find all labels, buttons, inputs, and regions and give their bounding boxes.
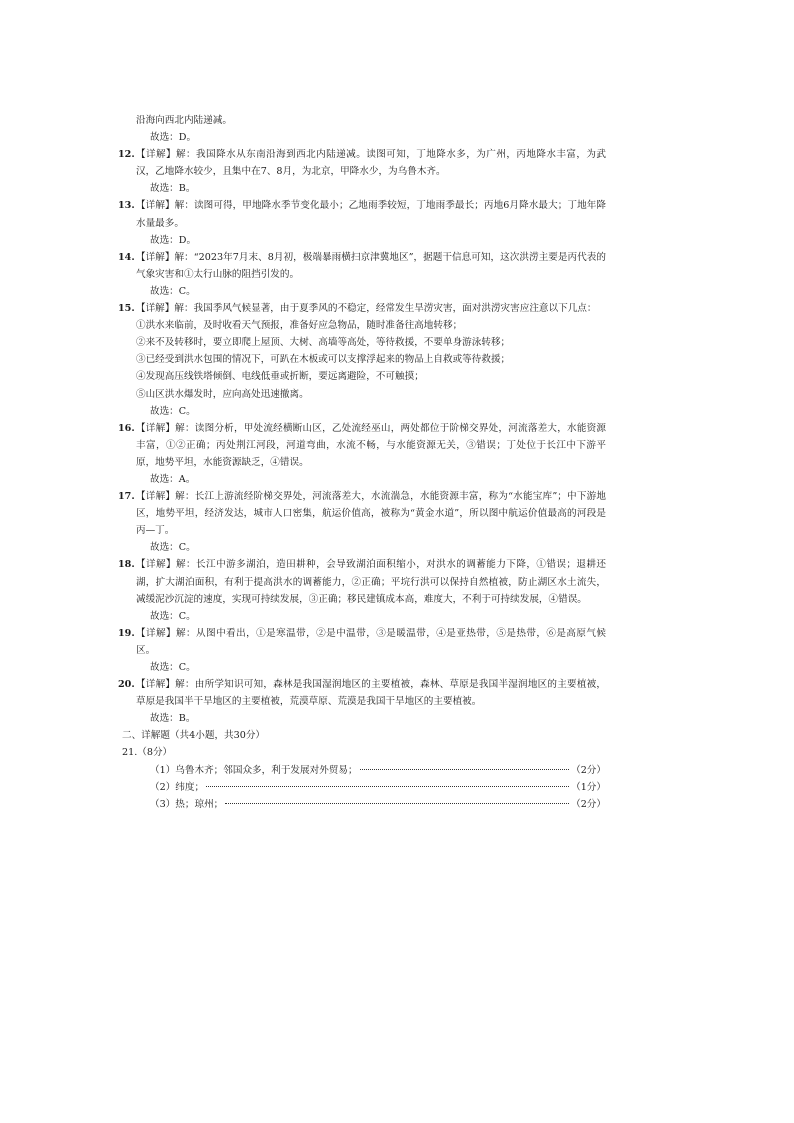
answer: 故选：C。	[150, 542, 196, 554]
list-item: ④发现高压线铁塔倾倒、电线低垂或折断，要远离避险，不可触摸；	[136, 371, 424, 383]
dot-leader	[360, 769, 570, 770]
question-12	[118, 146, 606, 197]
answer: 故选：D。	[150, 234, 197, 246]
question-header: 21.（8分）	[122, 747, 173, 759]
question-19	[118, 625, 606, 676]
explanation: 【详解】解：长江中游多湖泊，造田耕种，会导致湖泊面积缩小，对洪水的调蓄能力下降，①错误；退耕还湖，扩大湖泊面积，有利于提高洪水的调蓄能力，②正确；平垸行洪可以保持自然植被，防止湖区水土流失，减缓泥沙沉淀的速度，实现可持续发展，③正确；移民建镇成本高，难度大，不利于可持续发展，④错误。	[136, 559, 606, 605]
score: （1分）	[571, 781, 606, 793]
score: （2分）	[571, 764, 606, 776]
answer: 故选：B。	[150, 183, 196, 195]
question-20	[118, 676, 606, 727]
sub-answer-2	[136, 779, 606, 796]
answer-content	[118, 112, 606, 813]
answer: 故选：C。	[150, 405, 196, 417]
intro-answer: 故选：D。	[150, 132, 197, 144]
list-item: ①洪水来临前，及时收看天气预报，准备好应急物品，随时准备往高地转移；	[136, 320, 463, 332]
explanation: 【详解】解：长江上游流经阶梯交界处，河流落差大，水流湍急，水能资源丰富，称为“水能宝库”；中下游地区，地势平坦，经济发达，城市人口密集，航运价值高，被称为“黄金水道”，所以图中航运价值最高的河段是丙—丁。	[136, 491, 606, 537]
dot-leader	[225, 803, 569, 804]
answer: 故选：A。	[150, 473, 196, 485]
question-17	[118, 488, 606, 556]
sub-answer-1	[136, 762, 606, 779]
sub-answer-3	[136, 796, 606, 813]
answer: 故选：C。	[150, 285, 196, 297]
sub-answer-text: （3）热；琼州；	[150, 798, 224, 810]
explanation: 【详解】解：从图中看出，①是寒温带，②是中温带，③是暖温带，④是亚热带，⑤是热带，⑥是高原气候区。	[136, 627, 606, 656]
score: （2分）	[571, 798, 606, 810]
explanation: 【详解】解：读图可得，甲地降水季节变化最小；乙地雨季较短，丁地雨季最长；丙地6月降水最大；丁地年降水量最多。	[136, 200, 606, 229]
question-18	[118, 556, 606, 624]
explanation: 【详解】解：我国降水从东南沿海到西北内陆递减。读图可知，丁地降水多，为广州，丙地降水丰富，为武汉，乙地降水较少，且集中在7、8月，为北京，甲降水少，为乌鲁木齐。	[136, 149, 606, 178]
answer: 故选：B。	[150, 713, 196, 725]
question-number: 15.	[118, 303, 135, 315]
answer: 故选：C。	[150, 662, 196, 673]
explanation: 【详解】解：由所学知识可知，森林是我国湿润地区的主要植被，森林、草原是我国半湿润地区的主要植被，草原是我国半干旱地区的主要植被，荒漠草原、荒漠是我国干旱地区的主要植被。	[136, 679, 606, 708]
question-number: 14.	[118, 251, 135, 263]
explanation: 【详解】解：读图分析，甲处流经横断山区，乙处流经巫山，两处都位于阶梯交界处，河流落差大，水能资源丰富，①②正确；丙处荆江河段，河道弯曲，水流不畅，与水能资源无关，③错误；丁处位于长江中下游平原，地势平坦，水能资源缺乏，④错误。	[136, 422, 606, 468]
list-item: ⑤山区洪水爆发时，应向高处迅速撤离。	[136, 388, 309, 400]
dot-leader	[206, 786, 569, 787]
question-number: 13.	[118, 200, 135, 212]
question-number: 18.	[118, 559, 135, 571]
question-15	[118, 300, 606, 420]
question-number: 19.	[118, 627, 135, 639]
intro-tail: 沿海向西北内陆递减。	[136, 115, 232, 126]
explanation: 【详解】解：“2023年7月末、8月初，极端暴雨横扫京津冀地区”，据题干信息可知，这次洪涝主要是丙代表的气象灾害和①太行山脉的阻挡引发的。	[136, 251, 606, 280]
question-number: 17.	[118, 491, 135, 503]
sub-answer-text: （1）乌鲁木齐；邻国众多，利于发展对外贸易；	[150, 764, 358, 776]
explanation: 【详解】解：我国季风气候显著，由于夏季风的不稳定，经常发生旱涝灾害，面对洪涝灾害应注意以下几点：	[136, 303, 597, 315]
list-item: ③已经受到洪水包围的情况下，可趴在木板或可以支撑浮起来的物品上自救或等待救援；	[136, 354, 511, 366]
list-item: ②来不及转移时，要立即爬上屋顶、大树、高墙等高处，等待救援，不要单身游泳转移；	[136, 337, 511, 349]
question-number: 20.	[118, 679, 135, 691]
sub-answer-text: （2）纬度；	[150, 781, 205, 793]
question-21	[122, 744, 606, 812]
question-14	[118, 249, 606, 300]
question-number: 16.	[118, 422, 135, 434]
question-16	[118, 420, 606, 488]
section-heading: 二、详解题（共4小题，共30分）	[122, 730, 266, 742]
answer: 故选：C。	[150, 610, 196, 622]
question-13	[118, 197, 606, 248]
question-number: 12.	[118, 149, 135, 161]
